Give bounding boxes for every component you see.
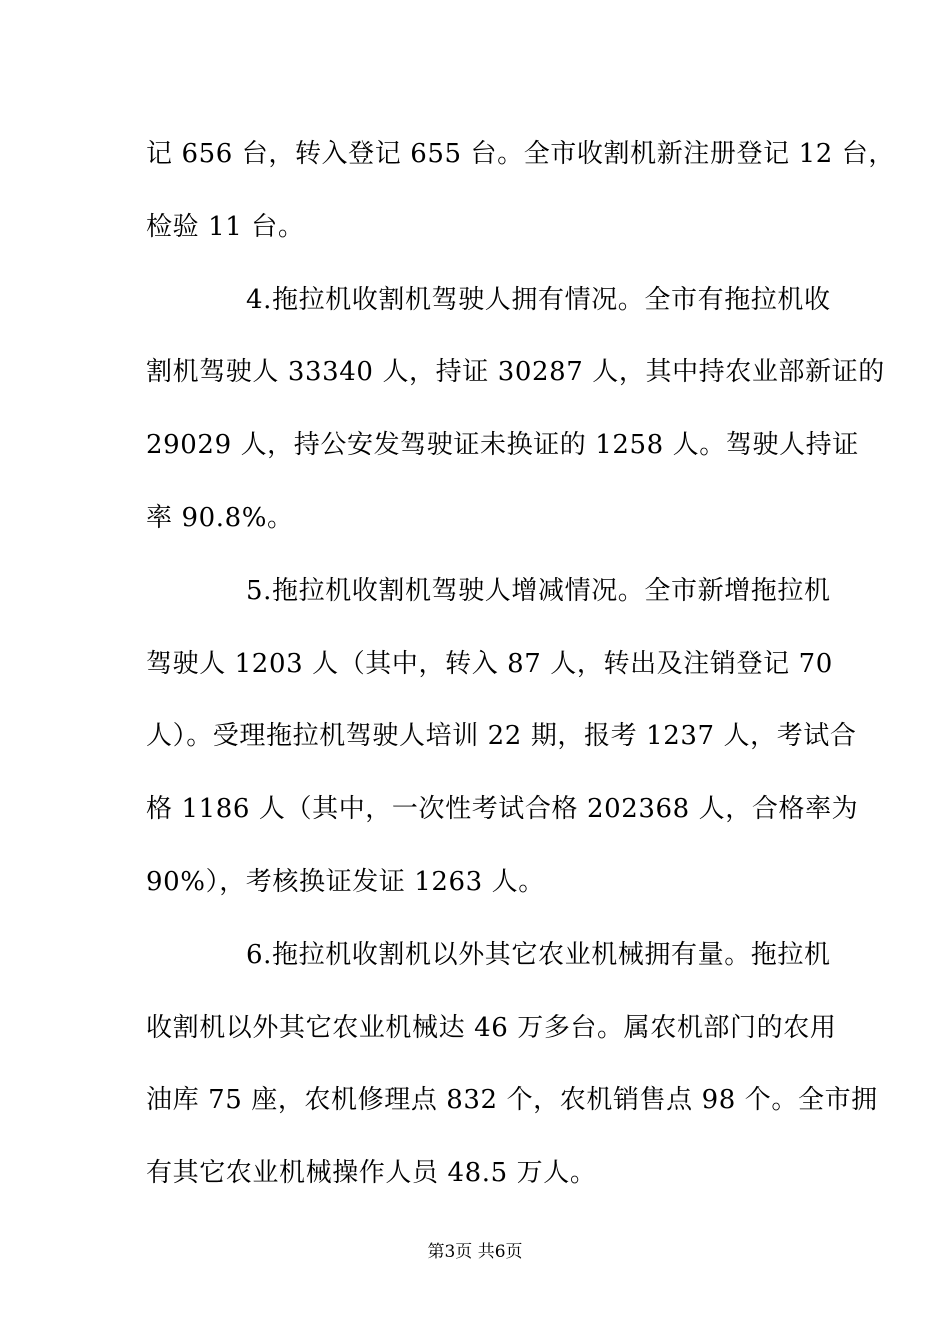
text-line-9: 人）。受理拖拉机驾驶人培训 22 期，报考 1237 人，考试合 bbox=[146, 721, 857, 752]
page-number-footer: 第3页 共6页 bbox=[427, 1242, 523, 1262]
section-5-heading-line: 5.拖拉机收割机驾驶人增减情况。全市新增拖拉机 bbox=[246, 575, 831, 606]
text-line-10: 格 1186 人（其中，一次性考试合格 202368 人，合格率为 bbox=[146, 794, 859, 825]
document-body bbox=[146, 130, 895, 1222]
text-line-4: 割机驾驶人 33340 人，持证 30287 人，其中持农业部新证的 bbox=[146, 357, 885, 388]
section-6-heading-line: 6.拖拉机收割机以外其它农业机械拥有量。拖拉机 bbox=[246, 939, 831, 970]
text-line-6: 率 90.8%。 bbox=[146, 502, 294, 533]
text-line-8: 驾驶人 1203 人（其中，转入 87 人，转出及注销登记 70 bbox=[146, 648, 833, 679]
section-4-heading-line: 4.拖拉机收割机驾驶人拥有情况。全市有拖拉机收 bbox=[246, 284, 831, 315]
text-line-1: 记 656 台，转入登记 655 台。全市收割机新注册登记 12 台， bbox=[146, 139, 895, 169]
text-line-14: 油库 75 座，农机修理点 832 个，农机销售点 98 个。全市拥 bbox=[146, 1085, 878, 1116]
text-line-2: 检验 11 台。 bbox=[146, 211, 305, 242]
text-line-11: 90%），考核换证发证 1263 人。 bbox=[146, 866, 545, 897]
text-line-15: 有其它农业机械操作人员 48.5 万人。 bbox=[146, 1158, 597, 1189]
text-line-5: 29029 人，持公安发驾驶证未换证的 1258 人。驾驶人持证 bbox=[146, 430, 859, 461]
text-line-13: 收割机以外其它农业机械达 46 万多台。属农机部门的农用 bbox=[146, 1012, 837, 1043]
